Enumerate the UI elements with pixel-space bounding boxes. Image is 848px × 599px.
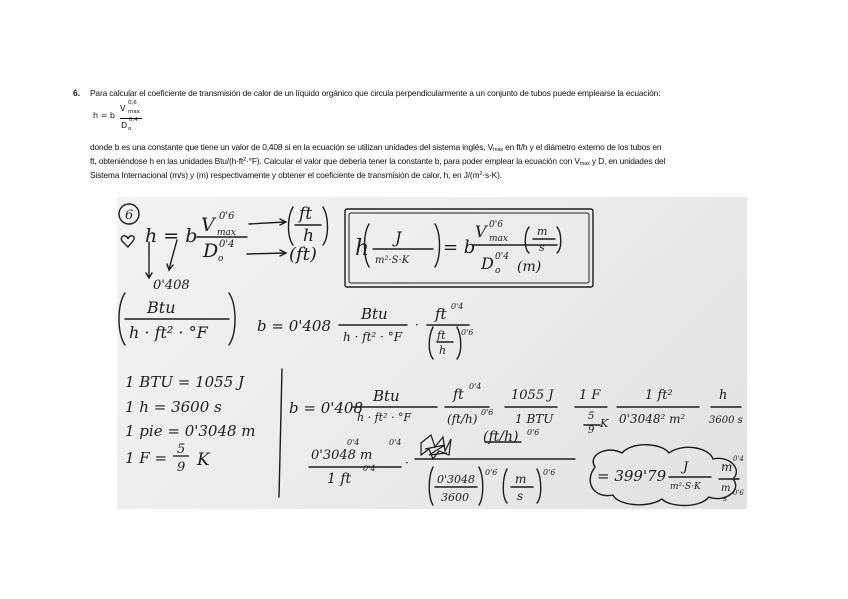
boxed-num-sub: max bbox=[489, 234, 508, 244]
calc-f2-num: ft bbox=[453, 387, 464, 403]
boxed-num-unit-num: m bbox=[537, 225, 548, 238]
problem-line-2: ft, obteniéndose h en las unidades Btu/$(h\cdot ft^2\cdot^\circ F)$. Calcular el valor que debería tener la constante b, para poder emplear la ecuación con Vmax y D, en unidades del bbox=[90, 156, 666, 167]
btu-unit-num: Btu bbox=[147, 298, 176, 317]
boxed-inner-paren-left bbox=[525, 227, 529, 253]
r2-num-sup2: 0'4 bbox=[389, 438, 402, 447]
beq-dot: · bbox=[415, 318, 419, 332]
formula-numerator: V 0,6 max bbox=[120, 100, 140, 115]
unit-ft: (ft) bbox=[289, 244, 317, 265]
calc-f4-den-num: 5 bbox=[588, 411, 595, 422]
calc-f4-den-den: 9 bbox=[588, 425, 595, 436]
result-unit-den: m²·S·K bbox=[670, 482, 701, 492]
conv-f-lhs: 1 F = bbox=[125, 449, 168, 467]
paren-right bbox=[323, 207, 328, 245]
problem-line-1: donde b es una constante que tiene un valor de 0,408 si en la ecuación se utilizan unidades del sistema inglés, Vmax en ft/h y el diámetro externo de los tubos en bbox=[90, 142, 662, 153]
problem-intro: Para calcular el coeficiente de transmisión de calor de un líquido orgánico que circula perpendicularmente a un conjunto de tubos puede emplearse la ecuación: bbox=[90, 88, 661, 98]
boxed-den-unit: (m) bbox=[517, 259, 542, 275]
conv-f-num: 5 bbox=[177, 442, 186, 457]
beq-paren-left bbox=[429, 327, 433, 359]
r2-dot: · bbox=[405, 456, 409, 470]
calc-f2-den: (ft/h) bbox=[447, 412, 478, 426]
eq1-den-sup: 0'4 bbox=[219, 239, 235, 250]
calc-f5-den: 0'3048² m² bbox=[619, 412, 686, 426]
boxed-paren-right bbox=[435, 224, 440, 267]
result-m-sup: 0'4 bbox=[733, 455, 744, 463]
formula-denominator: D 0,4 o bbox=[121, 117, 138, 132]
b-value: 0'408 bbox=[153, 278, 190, 293]
beq-ft-sup: 0'4 bbox=[451, 302, 464, 311]
unit-ft-h-den: h bbox=[303, 226, 314, 246]
boxed-h-unit-den: m²·S·K bbox=[375, 255, 410, 266]
boxed-num-v: V bbox=[475, 222, 487, 241]
calc-f1-num: Btu bbox=[373, 387, 400, 405]
r2-den3-sup: 0'6 bbox=[543, 468, 556, 477]
conv-f-unit: K bbox=[197, 450, 210, 470]
arrow-to-ft bbox=[247, 250, 286, 256]
unit-ft-h-num: ft bbox=[299, 204, 313, 224]
r2-mid-num: (ft/h) bbox=[483, 429, 519, 445]
conv-hour: 1 h = 3600 s bbox=[125, 398, 222, 416]
eq1-num-sup: 0'6 bbox=[219, 211, 235, 222]
calc-b: b = 0'408 bbox=[289, 399, 364, 417]
r2-mid-sup: 0'6 bbox=[527, 428, 540, 437]
b-eq: b = 0'408 bbox=[257, 317, 332, 335]
calc-f3-num: 1055 J bbox=[511, 388, 554, 403]
r2-paren2-left bbox=[503, 469, 507, 503]
paren-left bbox=[289, 207, 294, 245]
beq-ft-h-num: ft bbox=[437, 329, 446, 342]
handwritten-solution-drawing bbox=[117, 197, 747, 509]
r2-num-sup1: 0'4 bbox=[347, 438, 360, 447]
r2-den-sup: 0'4 bbox=[363, 464, 376, 473]
boxed-den-d: D bbox=[481, 254, 494, 273]
calc-f4-den-unit: K bbox=[600, 417, 609, 430]
calc-f5-num: 1 ft² bbox=[645, 388, 673, 403]
eq1-den: D bbox=[203, 240, 219, 262]
beq-ft-h-sup: 0'6 bbox=[461, 328, 474, 337]
result-ms-den: s bbox=[723, 494, 728, 503]
boxed-h: h bbox=[355, 236, 370, 261]
conv-f-den: 9 bbox=[177, 460, 186, 475]
boxed-inner-paren-right bbox=[557, 227, 561, 253]
arrow-down-left bbox=[146, 242, 152, 278]
problem-formula bbox=[93, 100, 163, 134]
r2-den3-den: s bbox=[517, 489, 524, 503]
calc-f6-num: h bbox=[719, 388, 728, 403]
r2-den2-den: 3600 bbox=[441, 491, 469, 504]
formula-lhs: h = b bbox=[93, 111, 115, 120]
r2-paren-right bbox=[479, 467, 483, 505]
beq-ft-h-den: h bbox=[439, 344, 447, 357]
beq-btu-num: Btu bbox=[361, 305, 388, 323]
calc-f4-num: 1 F bbox=[579, 388, 601, 403]
btu-unit-den: h · ft² · °F bbox=[129, 323, 208, 342]
eq1-den-sub: o bbox=[218, 254, 224, 264]
result-m: m bbox=[721, 460, 733, 474]
heart-doodle bbox=[121, 236, 134, 247]
result-value: = 399'79 bbox=[597, 467, 667, 485]
r2-den2-sup: 0'6 bbox=[485, 468, 498, 477]
conv-btu: 1 BTU = 1055 J bbox=[125, 373, 245, 391]
boxed-h-unit-num: J bbox=[395, 228, 402, 247]
result-ms-sup: 0'6 bbox=[733, 489, 744, 497]
boxed-num-sup: 0'6 bbox=[489, 220, 503, 230]
r2-den3-num: m bbox=[515, 472, 527, 486]
handwritten-solution-photo bbox=[117, 197, 747, 509]
calc-f3-den: 1 BTU bbox=[515, 412, 554, 426]
boxed-eq: = b bbox=[443, 237, 476, 258]
calc-f2-den-sup: 0'6 bbox=[481, 408, 494, 417]
calc-f1-den: h · ft² · °F bbox=[357, 411, 412, 424]
problem-number: 6. bbox=[73, 88, 81, 98]
r2-paren2-right bbox=[537, 469, 541, 503]
eq1-lhs: h = b bbox=[145, 225, 198, 247]
boxed-num-unit-den: s bbox=[539, 241, 545, 254]
beq-ft: ft bbox=[435, 305, 447, 323]
eq1-num: V bbox=[201, 214, 215, 236]
boxed-den-sub: o bbox=[495, 266, 501, 276]
problem-line-3: Sistema Internacional (m/s) y (m) respectivamente y obtener el coeficiente de transmisión de calor, h, en $J/(m^2\cdot s\cdot K)$. bbox=[90, 170, 502, 180]
r2-den: 1 ft bbox=[327, 471, 352, 487]
result-ms-num: m bbox=[721, 483, 731, 494]
conv-foot: 1 pie = 0'3048 m bbox=[125, 422, 256, 440]
scribble-mark bbox=[421, 435, 451, 459]
arrow-to-ft-h bbox=[249, 219, 286, 225]
calc-f6-den: 3600 s bbox=[709, 415, 743, 426]
eq1-num-sub: max bbox=[217, 228, 236, 238]
result-unit-num: J bbox=[683, 460, 689, 475]
btu-paren-left bbox=[119, 293, 125, 345]
r2-den2-num: 0'3048 bbox=[437, 473, 476, 486]
btu-paren-right bbox=[229, 293, 235, 345]
r2-paren-left bbox=[429, 467, 433, 505]
r2-num: 0'3048 m bbox=[311, 448, 373, 463]
calc-f2-num-sup: 0'4 bbox=[469, 382, 482, 391]
vertical-divider bbox=[279, 369, 282, 497]
beq-btu-den: h · ft² · °F bbox=[343, 330, 403, 344]
circled-number: 6 bbox=[125, 208, 134, 223]
boxed-den-sup: 0'4 bbox=[495, 252, 509, 262]
